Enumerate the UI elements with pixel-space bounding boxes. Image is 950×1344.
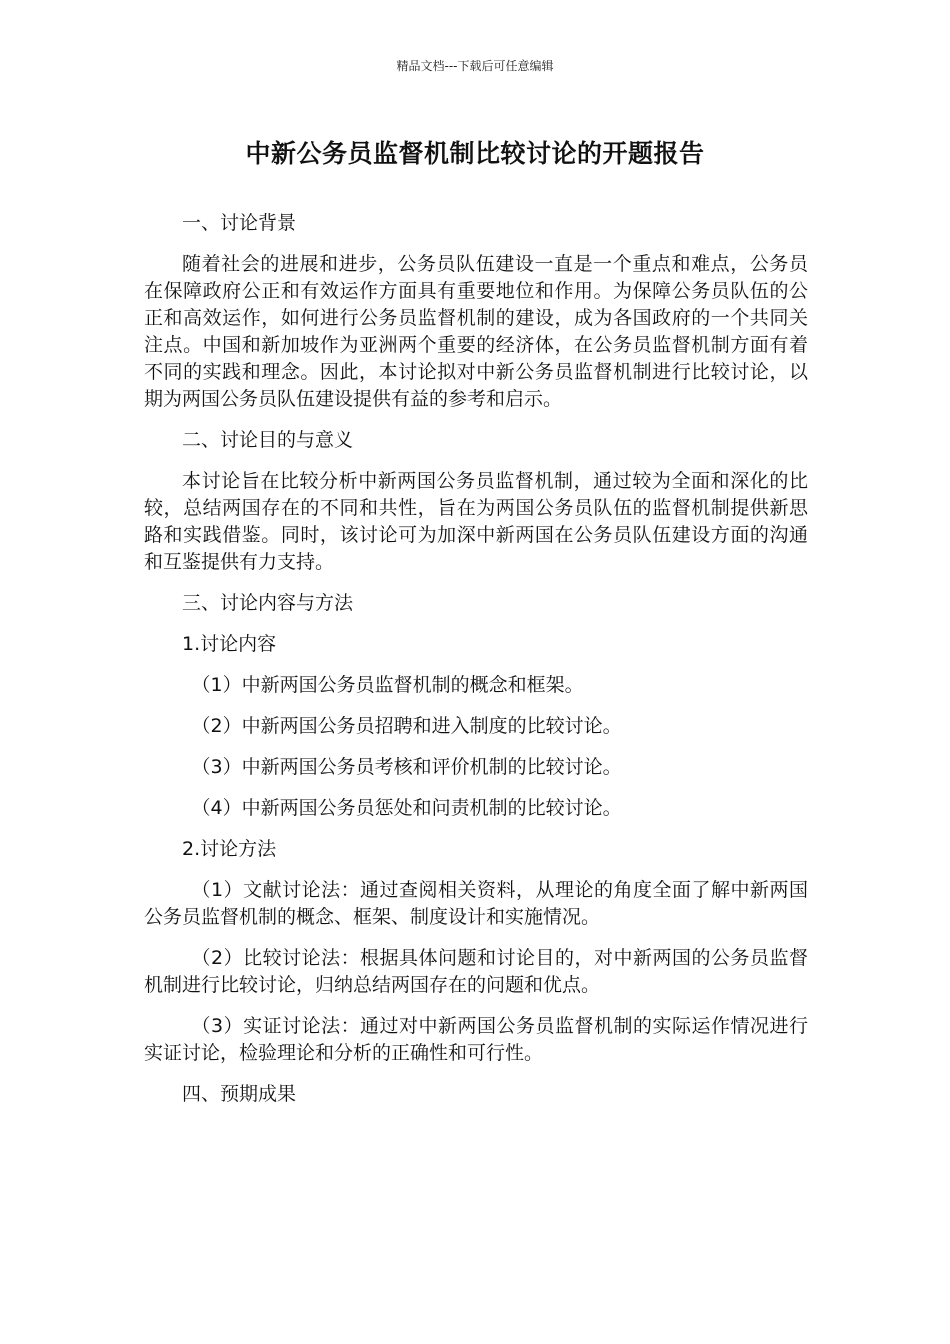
method-paragraph: （2）比较讨论法：根据具体问题和讨论目的，对中新两国的公务员监督机制进行比较讨论，归纳总结两国存在的问题和优点。	[144, 947, 808, 996]
subheading-content: 1.讨论内容	[182, 633, 277, 655]
method-paragraph: （1）文献讨论法：通过查阅相关资料，从理论的角度全面了解中新两国公务员监督机制的概念、框架、制度设计和实施情况。	[144, 879, 808, 928]
section-heading-background: 一、讨论背景	[182, 212, 297, 234]
section-heading-purpose: 二、讨论目的与意义	[182, 429, 354, 451]
document-body	[144, 210, 808, 1108]
subheading-methods: 2.讨论方法	[182, 838, 277, 860]
list-item: （2）中新两国公务员招聘和进入制度的比较讨论。	[191, 715, 622, 737]
section-heading-content-methods: 三、讨论内容与方法	[182, 592, 354, 614]
list-item: （3）中新两国公务员考核和评价机制的比较讨论。	[191, 756, 622, 778]
list-item: （4）中新两国公务员惩处和问责机制的比较讨论。	[191, 797, 622, 819]
document-title: 中新公务员监督机制比较讨论的开题报告	[245, 139, 705, 168]
page-header: 精品文档---下载后可任意编辑	[396, 59, 554, 73]
paragraph-purpose: 本讨论旨在比较分析中新两国公务员监督机制，通过较为全面和深化的比较，总结两国存在的不同和共性，旨在为两国公务员队伍的监督机制提供新思路和实践借鉴。同时，该讨论可为加深中新两国在公务员队伍建设方面的沟通和互鉴提供有力支持。	[144, 470, 808, 573]
method-paragraph: （3）实证讨论法：通过对中新两国公务员监督机制的实际运作情况进行实证讨论，检验理论和分析的正确性和可行性。	[144, 1015, 808, 1064]
section-heading-expected-results: 四、预期成果	[182, 1083, 297, 1105]
paragraph-background: 随着社会的进展和进步，公务员队伍建设一直是一个重点和难点，公务员在保障政府公正和有效运作方面具有重要地位和作用。为保障公务员队伍的公正和高效运作，如何进行公务员监督机制的建设，成为各国政府的一个共同关注点。中国和新加坡作为亚洲两个重要的经济体，在公务员监督机制方面有着不同的实践和理念。因此，本讨论拟对中新公务员监督机制进行比较讨论，以期为两国公务员队伍建设提供有益的参考和启示。	[144, 253, 808, 410]
list-item: （1）中新两国公务员监督机制的概念和框架。	[191, 674, 584, 696]
